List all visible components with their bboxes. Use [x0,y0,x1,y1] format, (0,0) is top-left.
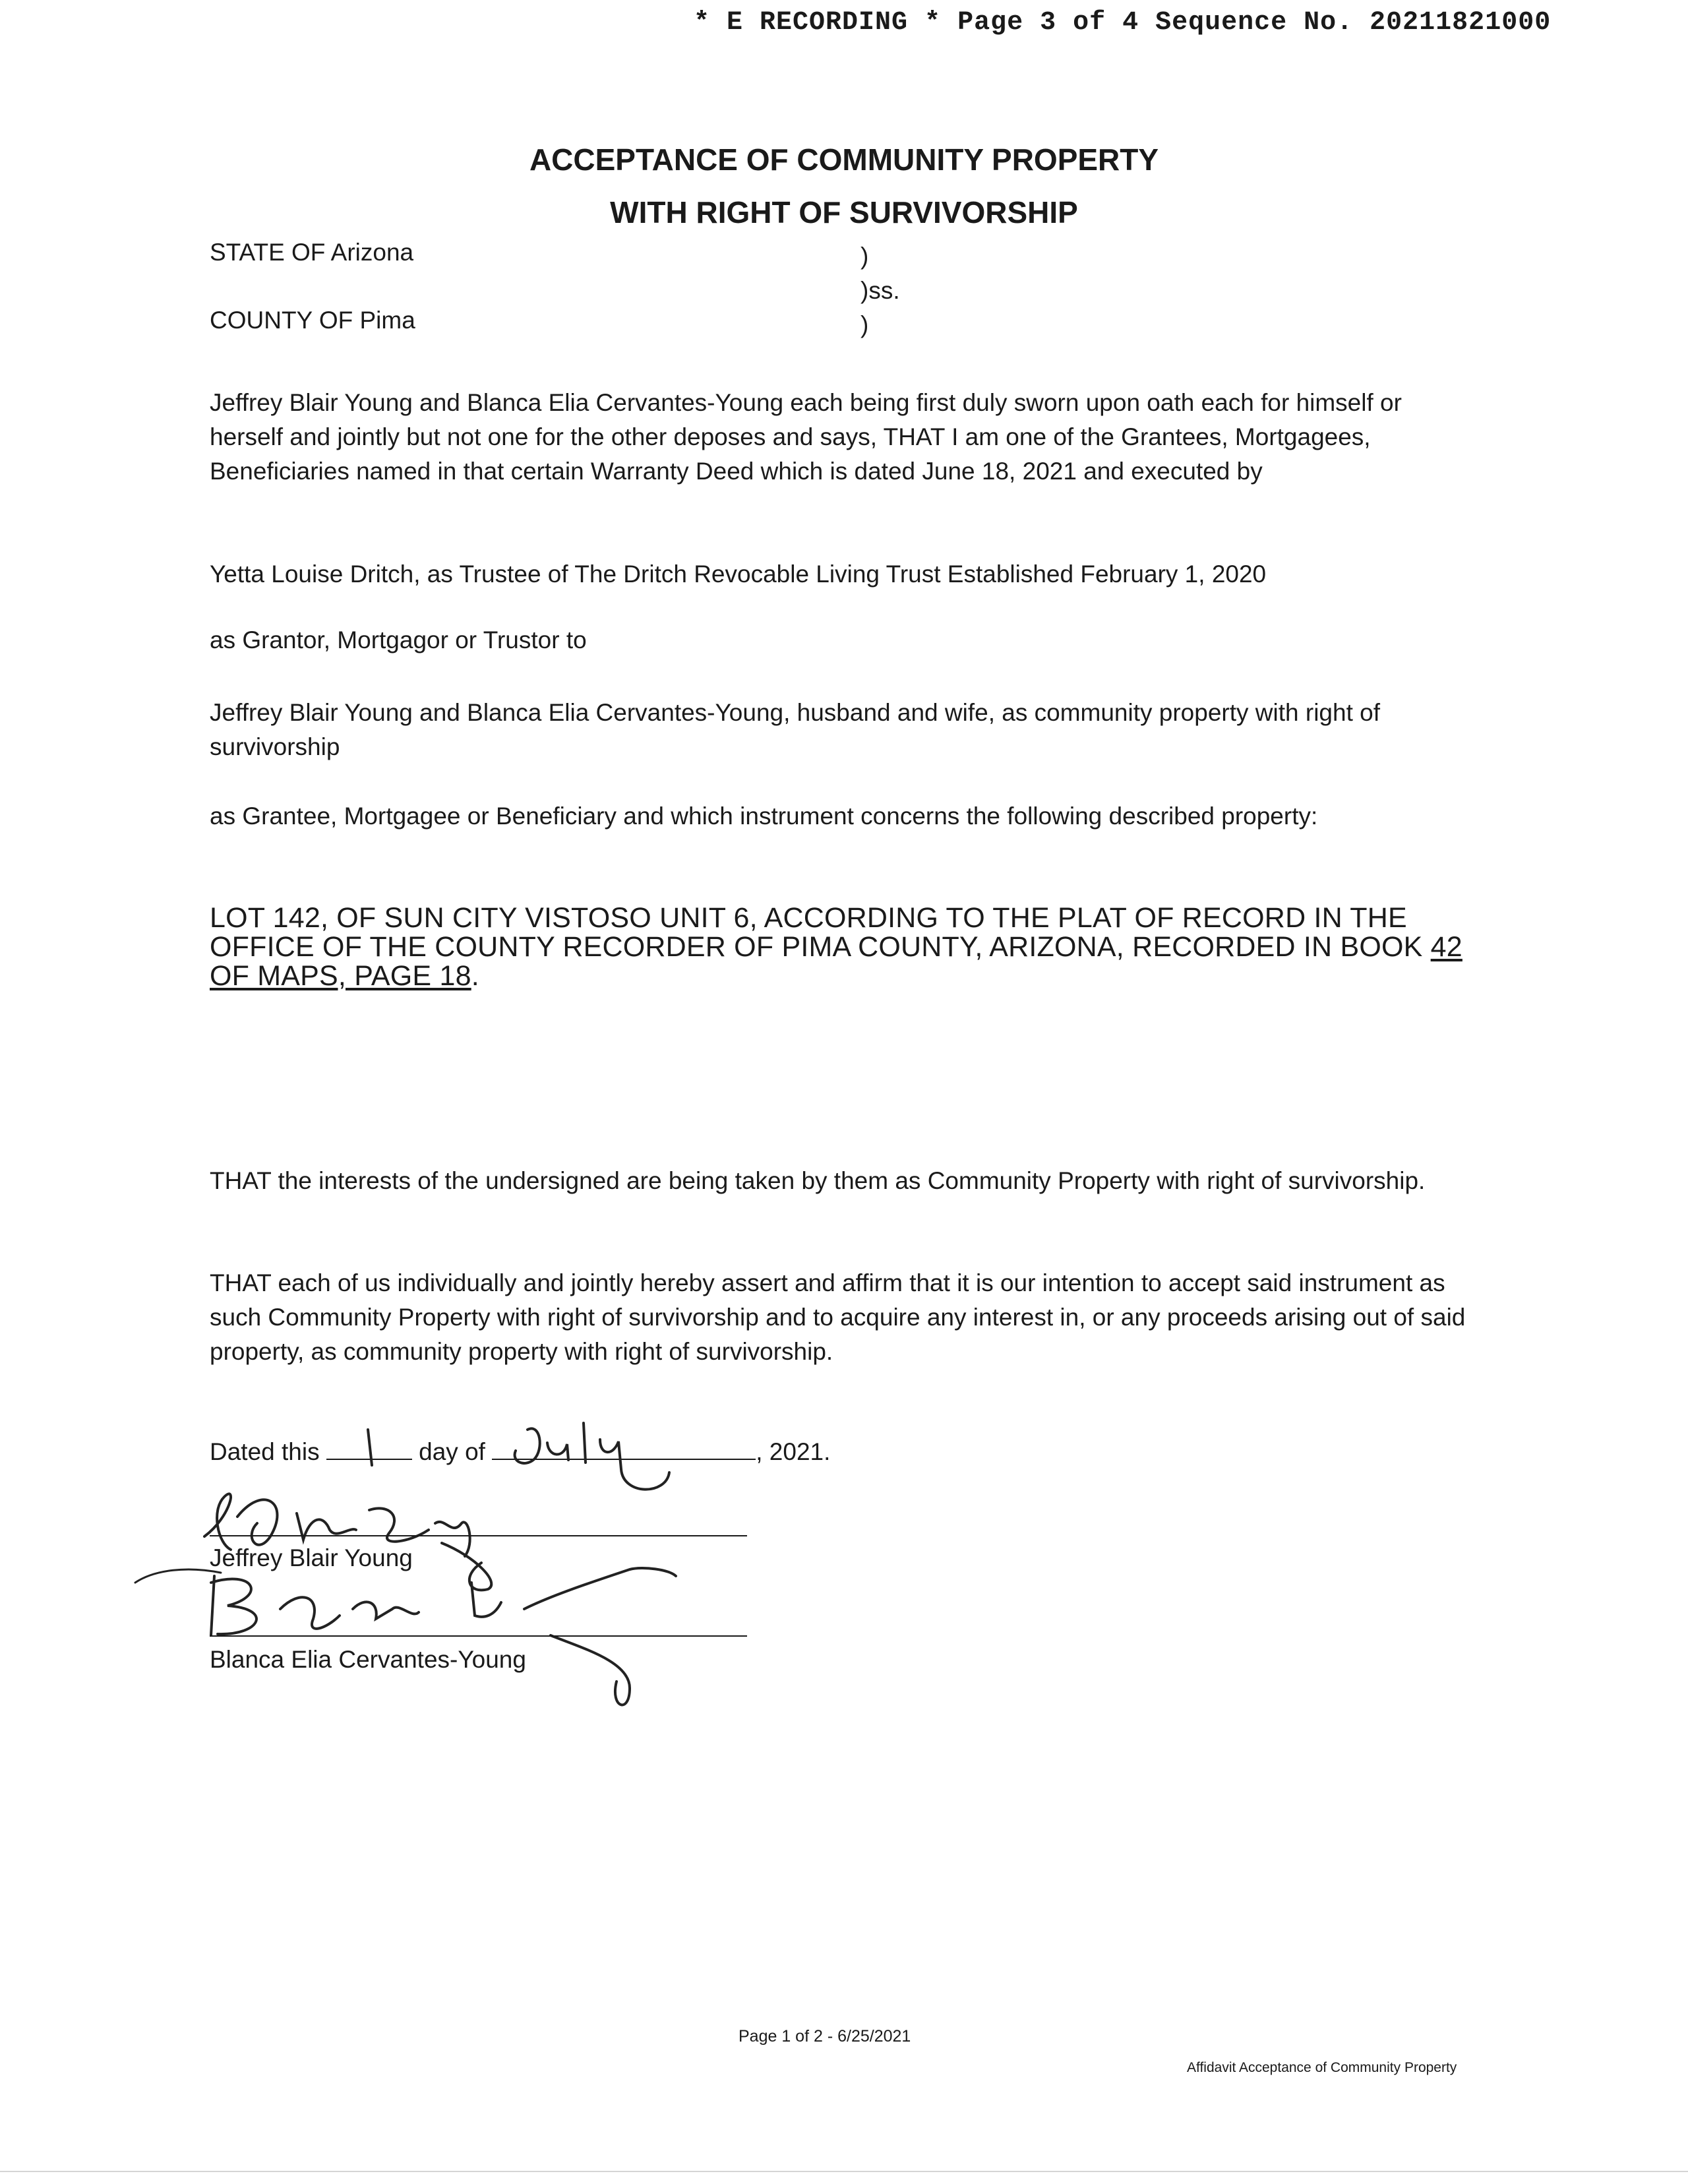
dated-middle: day of [419,1438,485,1465]
affirm-clause: THAT each of us individually and jointly hereby assert and affirm that it is our intention to accept said instrument as such Community Property with right of survivorship and to acquire any interest in, or any proceeds arising out of said property, as community property with right of survivorship. [210,1269,1466,1365]
document-title-line2: WITH RIGHT OF SURVIVORSHIP [610,195,1078,229]
venue-county: COUNTY OF Pima [210,307,415,334]
legal-description-end: . [471,960,479,992]
document-title-line1: ACCEPTANCE OF COMMUNITY PROPERTY [529,142,1159,177]
grantor-name: Yetta Louise Dritch, as Trustee of The Dritch Revocable Living Trust Established February 1, 2020 [210,561,1267,588]
venue-paren-top: ) [860,243,869,270]
scan-edge-artifact [0,2171,1688,2172]
grantor-role: as Grantor, Mortgagor or Trustor to [210,626,587,653]
legal-description [210,903,1495,990]
interest-clause: THAT the interests of the undersigned are being taken by them as Community Property with right of survivorship. [210,1167,1426,1194]
signatory-name-blanca: Blanca Elia Cervantes-Young [210,1646,526,1673]
legal-description-main: LOT 142, OF SUN CITY VISTOSO UNIT 6, ACCORDING TO THE PLAT OF RECORD IN THE OFFICE OF THE COUNTY RECORDER OF PIMA COUNTY, ARIZONA, RECORDED IN BOOK [210,902,1431,963]
intro-paragraph: Jeffrey Blair Young and Blanca Elia Cervantes-Young each being first duly sworn upon oath each for himself or herself and jointly but not one for the other deposes and says, THAT I am one of the Grantees, Mortgagees, Beneficiaries named in that certain Warranty Deed which is dated June 18, 2021 and executed by [210,389,1402,485]
grantee-name: Jeffrey Blair Young and Blanca Elia Cervantes-Young, husband and wife, as community property with right of survivorship [210,699,1380,760]
grantee-role: as Grantee, Mortgagee or Beneficiary and which instrument concerns the following described property: [210,803,1318,830]
signature-line-jeffrey [210,1535,747,1536]
handwritten-day [349,1424,389,1477]
venue-paren-bottom: ) [860,311,869,338]
signatory-name-jeffrey: Jeffrey Blair Young [210,1544,413,1571]
signature-line-blanca [210,1635,747,1637]
dated-prefix: Dated this [210,1438,320,1465]
venue-state: STATE OF Arizona [210,239,414,266]
dated-suffix: , 2021. [756,1438,831,1465]
footer-page-info: Page 1 of 2 - 6/25/2021 [738,2027,911,2046]
footer-doc-label: Affidavit Acceptance of Community Property [1187,2060,1457,2075]
recording-header: * E RECORDING * Page 3 of 4 Sequence No. 20211821000 [694,8,1552,38]
venue-ss: )ss. [860,277,900,304]
legal-description-book-page: 42 OF MAPS, PAGE 18 [210,931,1462,992]
